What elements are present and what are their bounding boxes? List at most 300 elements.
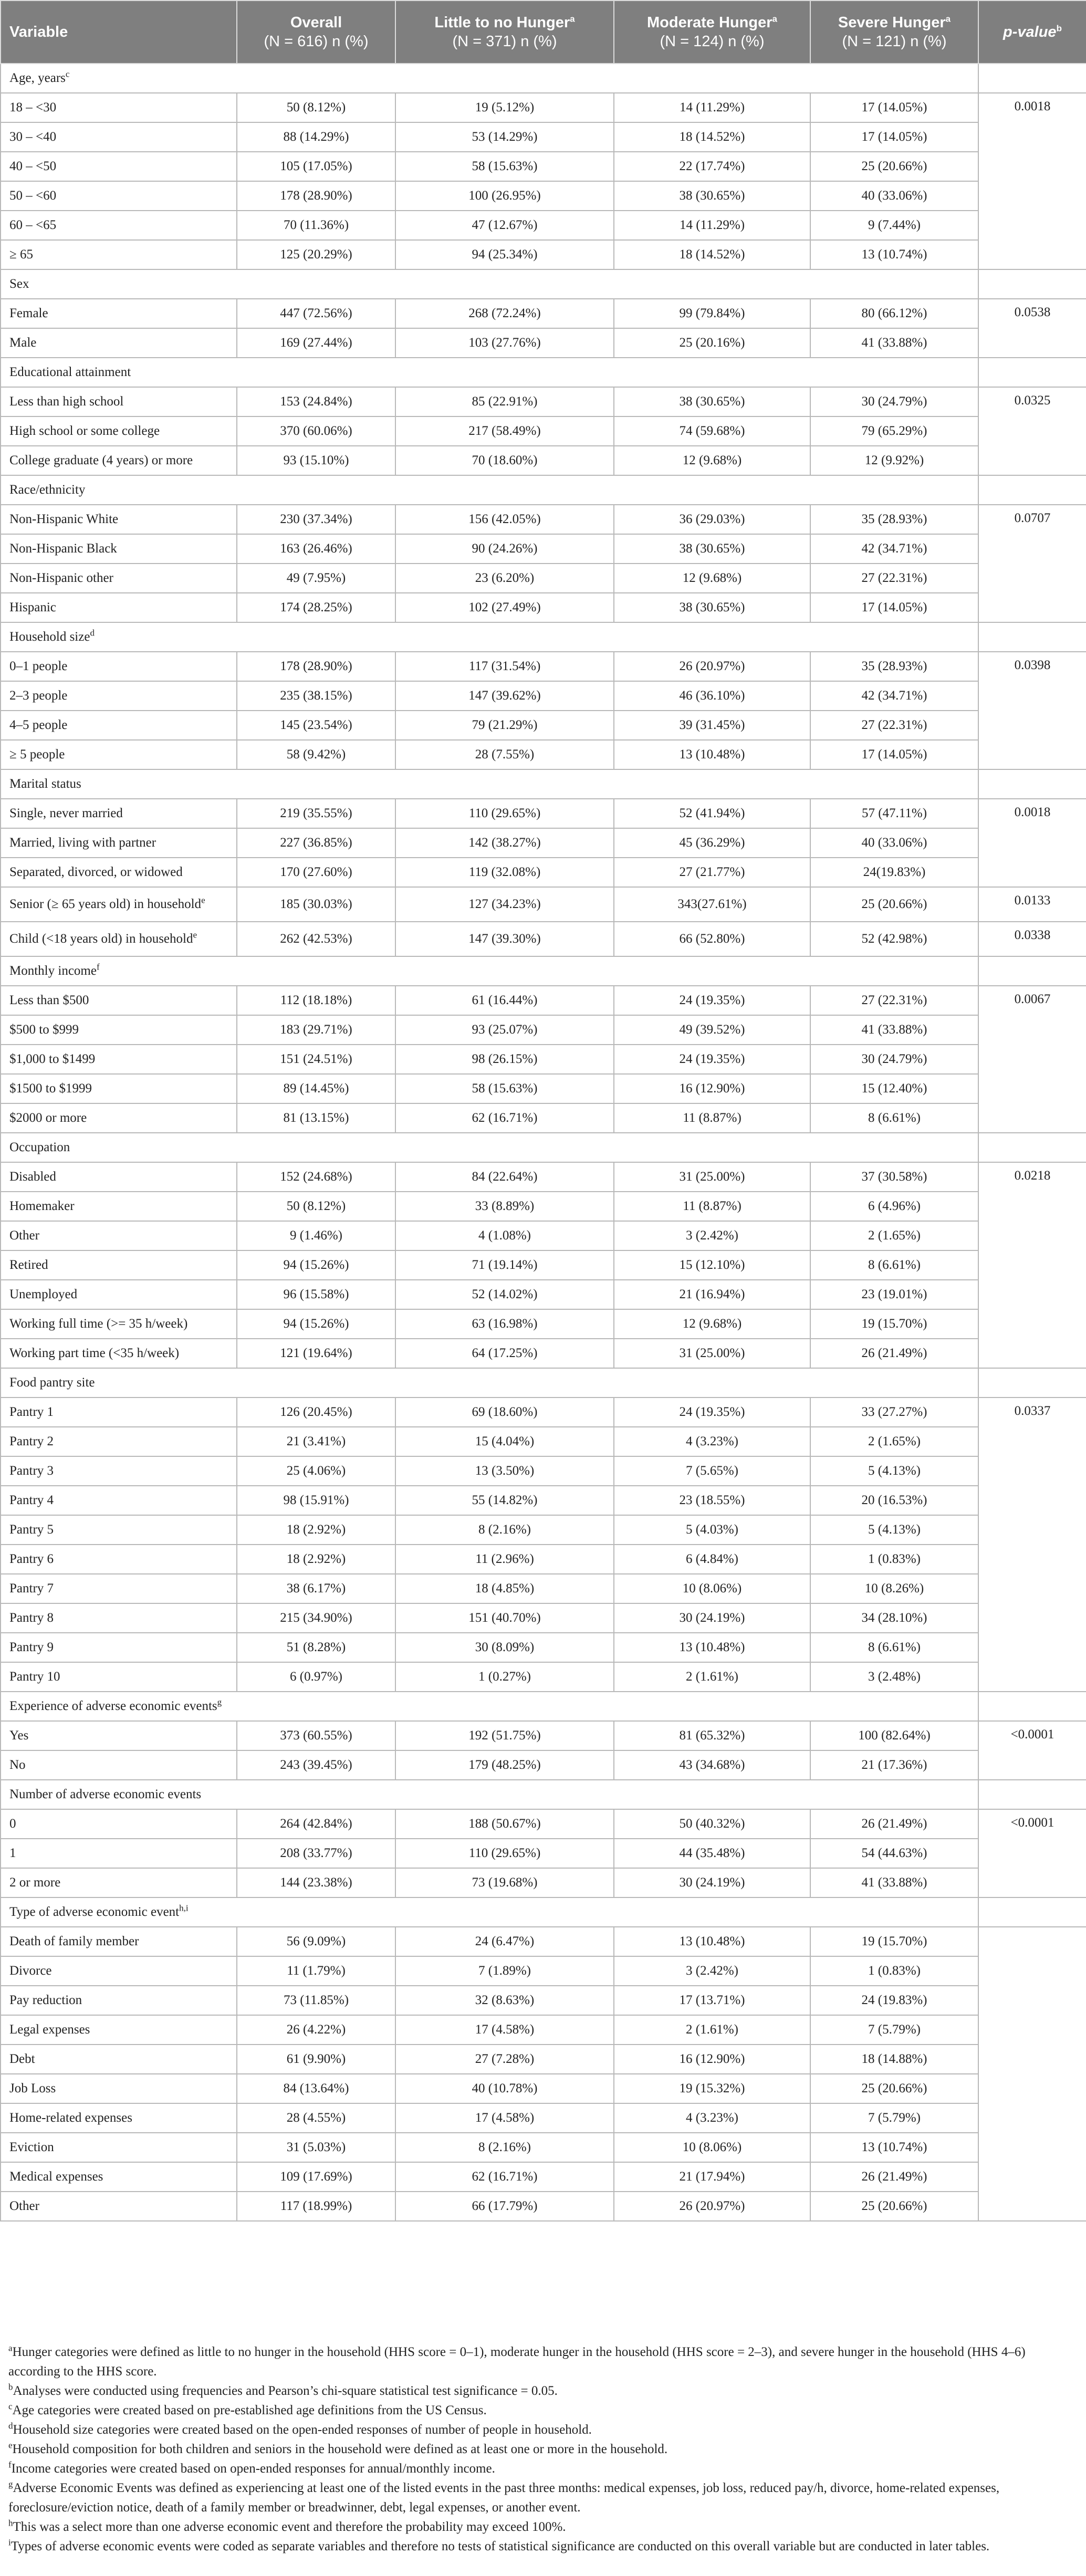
table-row	[1, 1986, 1086, 2015]
row-value: 79 (65.29%)	[810, 416, 978, 446]
footnote	[8, 2517, 1078, 2537]
category-label	[1, 64, 978, 93]
row-value: 18 (4.85%)	[395, 1574, 614, 1603]
row-value: 170 (27.60%)	[237, 858, 395, 887]
row-value: 80 (66.12%)	[810, 299, 978, 328]
row-value: 18 (14.88%)	[810, 2045, 978, 2074]
row-value: 174 (28.25%)	[237, 593, 395, 622]
row-value: 13 (3.50%)	[395, 1456, 614, 1486]
row-value: 12 (9.68%)	[614, 446, 810, 475]
row-value: 36 (29.03%)	[614, 505, 810, 534]
category-blank	[978, 358, 1086, 387]
row-value: 12 (9.92%)	[810, 446, 978, 475]
row-label: Pantry 5	[1, 1515, 237, 1545]
row-value: 7 (5.79%)	[810, 2015, 978, 2045]
row-value: 179 (48.25%)	[395, 1750, 614, 1780]
row-value: 17 (14.05%)	[810, 593, 978, 622]
row-value: 24 (19.35%)	[614, 1045, 810, 1074]
row-value: 50 (8.12%)	[237, 1192, 395, 1221]
category-label-text: Race/ethnicity	[9, 483, 86, 497]
p-value-cell: 0.0338	[978, 922, 1086, 956]
category-label-text: Household size	[9, 630, 90, 644]
row-value: 105 (17.05%)	[237, 152, 395, 181]
row-value: 192 (51.75%)	[395, 1721, 614, 1750]
table-row	[1, 564, 1086, 593]
category-blank	[978, 1692, 1086, 1721]
row-value: 19 (5.12%)	[395, 93, 614, 122]
row-value: 13 (10.48%)	[614, 740, 810, 769]
footnote-mark: d	[8, 2421, 13, 2431]
row-label: 2 or more	[1, 1868, 237, 1897]
row-value: 8 (6.61%)	[810, 1633, 978, 1662]
table-row	[1, 1250, 1086, 1280]
row-value: 61 (16.44%)	[395, 986, 614, 1015]
row-value: 16 (12.90%)	[614, 2045, 810, 2074]
table-row	[1, 799, 1086, 828]
table-row	[1, 1192, 1086, 1221]
row-value: 24(19.83%)	[810, 858, 978, 887]
row-value: 25 (20.66%)	[810, 2074, 978, 2103]
row-label: 40 – <50	[1, 152, 237, 181]
row-value: 28 (7.55%)	[395, 740, 614, 769]
table-row	[1, 387, 1086, 416]
category-label-text: Marital status	[9, 777, 81, 791]
category-label	[1, 622, 978, 652]
p-value-cell: 0.0018	[978, 799, 1086, 887]
row-value: 19 (15.70%)	[810, 1309, 978, 1339]
table-row	[1, 93, 1086, 122]
row-value: 74 (59.68%)	[614, 416, 810, 446]
row-value: 41 (33.88%)	[810, 328, 978, 358]
row-value: 37 (30.58%)	[810, 1162, 978, 1192]
table-row	[1, 1574, 1086, 1603]
row-value: 38 (6.17%)	[237, 1574, 395, 1603]
row-label: Other	[1, 1221, 237, 1250]
row-value: 66 (52.80%)	[614, 922, 810, 956]
table-row	[1, 1603, 1086, 1633]
header-p-value: p-value$^b$	[978, 1, 1086, 64]
row-value: 40 (33.06%)	[810, 181, 978, 211]
category-blank	[978, 64, 1086, 93]
table-row	[1, 1633, 1086, 1662]
row-value: 8 (2.16%)	[395, 2133, 614, 2162]
row-value: 243 (39.45%)	[237, 1750, 395, 1780]
row-value: 117 (31.54%)	[395, 652, 614, 681]
row-value: 28 (4.55%)	[237, 2103, 395, 2133]
row-value: 31 (25.00%)	[614, 1162, 810, 1192]
category-row	[1, 269, 1086, 299]
row-value: 27 (22.31%)	[810, 711, 978, 740]
row-value: 70 (11.36%)	[237, 211, 395, 240]
row-value: 18 (14.52%)	[614, 240, 810, 269]
row-value: 109 (17.69%)	[237, 2162, 395, 2192]
row-value: 22 (17.74%)	[614, 152, 810, 181]
row-value: 71 (19.14%)	[395, 1250, 614, 1280]
category-label-text: Number of adverse economic events	[9, 1787, 202, 1801]
category-row	[1, 1368, 1086, 1397]
table-row	[1, 1515, 1086, 1545]
row-value: 235 (38.15%)	[237, 681, 395, 711]
table-row	[1, 1956, 1086, 1986]
row-value: 52 (41.94%)	[614, 799, 810, 828]
row-label: 18 – <30	[1, 93, 237, 122]
row-label-text: Child (<18 years old) in household	[9, 932, 193, 946]
footnote-text: Age categories were created based on pre-established age definitions from the US Census.	[12, 2403, 487, 2417]
row-value: 16 (12.90%)	[614, 1074, 810, 1103]
row-value: 188 (50.67%)	[395, 1809, 614, 1839]
row-value: 26 (21.49%)	[810, 1809, 978, 1839]
row-value: 42 (34.71%)	[810, 534, 978, 564]
table-row	[1, 986, 1086, 1015]
table-row	[1, 2045, 1086, 2074]
footnote	[8, 2342, 1078, 2381]
row-value: 30 (8.09%)	[395, 1633, 614, 1662]
row-value: 61 (9.90%)	[237, 2045, 395, 2074]
category-label	[1, 1133, 978, 1162]
row-label: Medical expenses	[1, 2162, 237, 2192]
row-label: Divorce	[1, 1956, 237, 1986]
row-value: 38 (30.65%)	[614, 593, 810, 622]
row-value: 63 (16.98%)	[395, 1309, 614, 1339]
row-label: 30 – <40	[1, 122, 237, 152]
row-label: Retired	[1, 1250, 237, 1280]
row-value: 144 (23.38%)	[237, 1868, 395, 1897]
row-value: 26 (4.22%)	[237, 2015, 395, 2045]
row-value: 125 (20.29%)	[237, 240, 395, 269]
p-value-cell	[978, 1927, 1086, 2221]
row-label: Less than $500	[1, 986, 237, 1015]
category-label	[1, 1368, 978, 1397]
row-value: 208 (33.77%)	[237, 1839, 395, 1868]
category-blank	[978, 475, 1086, 505]
row-value: 17 (4.58%)	[395, 2103, 614, 2133]
row-label: 50 – <60	[1, 181, 237, 211]
table-row	[1, 534, 1086, 564]
row-value: 23 (19.01%)	[810, 1280, 978, 1309]
table-row	[1, 2103, 1086, 2133]
header-moderate-hunger: Moderate Hunger$^a$ (N = 124) n (%)	[614, 1, 810, 64]
category-blank	[978, 1133, 1086, 1162]
row-value: 27 (21.77%)	[614, 858, 810, 887]
footnote	[8, 2401, 1078, 2420]
row-value: 27 (7.28%)	[395, 2045, 614, 2074]
row-value: 9 (1.46%)	[237, 1221, 395, 1250]
row-label: Hispanic	[1, 593, 237, 622]
table-row	[1, 1427, 1086, 1456]
row-label: Non-Hispanic other	[1, 564, 237, 593]
row-label: Pantry 7	[1, 1574, 237, 1603]
footnote-mark: e	[201, 895, 205, 905]
row-label: Male	[1, 328, 237, 358]
row-value: 17 (14.05%)	[810, 93, 978, 122]
row-value: 178 (28.90%)	[237, 181, 395, 211]
row-value: 41 (33.88%)	[810, 1868, 978, 1897]
row-value: 84 (22.64%)	[395, 1162, 614, 1192]
p-value-cell: 0.0018	[978, 93, 1086, 269]
table-row	[1, 1868, 1086, 1897]
row-value: 81 (13.15%)	[237, 1103, 395, 1133]
row-label: High school or some college	[1, 416, 237, 446]
row-value: 24 (19.35%)	[614, 986, 810, 1015]
row-label: $1,000 to $1499	[1, 1045, 237, 1074]
footnotes	[8, 2342, 1078, 2556]
table-row	[1, 1927, 1086, 1956]
row-label: Yes	[1, 1721, 237, 1750]
row-value: 2 (1.65%)	[810, 1427, 978, 1456]
row-value: 1 (0.83%)	[810, 1545, 978, 1574]
row-value: 62 (16.71%)	[395, 2162, 614, 2192]
table-row	[1, 1309, 1086, 1339]
p-value-cell: 0.0538	[978, 299, 1086, 358]
row-value: 26 (21.49%)	[810, 2162, 978, 2192]
row-value: 102 (27.49%)	[395, 593, 614, 622]
footnote-mark: c	[8, 2401, 13, 2412]
row-value: 21 (17.36%)	[810, 1750, 978, 1780]
row-value: 25 (20.16%)	[614, 328, 810, 358]
category-label-text: Educational attainment	[9, 365, 131, 379]
footnote-text: Hunger categories were defined as little to no hunger in the household (HHS score = 0–1), moderate hunger in the household (HHS score = 2–3), and severe hunger in the household (HHS 4–6) according to the HHS score.	[8, 2345, 1026, 2379]
category-blank	[978, 1368, 1086, 1397]
row-value: 15 (12.40%)	[810, 1074, 978, 1103]
row-value: 27 (22.31%)	[810, 564, 978, 593]
row-value: 119 (32.08%)	[395, 858, 614, 887]
row-label-text: Senior (≥ 65 years old) in household	[9, 897, 202, 911]
row-value: 6 (4.96%)	[810, 1192, 978, 1221]
row-value: 21 (16.94%)	[614, 1280, 810, 1309]
row-label: Non-Hispanic Black	[1, 534, 237, 564]
row-value: 99 (79.84%)	[614, 299, 810, 328]
row-value: 45 (36.29%)	[614, 828, 810, 858]
row-value: 38 (30.65%)	[614, 534, 810, 564]
row-value: 64 (17.25%)	[395, 1339, 614, 1368]
row-value: 90 (24.26%)	[395, 534, 614, 564]
row-value: 27 (22.31%)	[810, 986, 978, 1015]
category-label-text: Type of adverse economic event	[9, 1905, 180, 1919]
table-row	[1, 828, 1086, 858]
p-value-cell: 0.0218	[978, 1162, 1086, 1368]
table-row	[1, 1280, 1086, 1309]
footnote-mark: h	[8, 2518, 13, 2528]
row-value: 153 (24.84%)	[237, 387, 395, 416]
category-blank	[978, 956, 1086, 986]
header-little-hunger: Little to no Hunger$^a$ (N = 371) n (%)	[395, 1, 614, 64]
table-row	[1, 740, 1086, 769]
row-value: 43 (34.68%)	[614, 1750, 810, 1780]
row-value: 126 (20.45%)	[237, 1397, 395, 1427]
table-row	[1, 1162, 1086, 1192]
footnote-text: Analyses were conducted using frequencies and Pearson’s chi-square statistical test significance = 0.05.	[13, 2384, 558, 2398]
row-value: 5 (4.13%)	[810, 1515, 978, 1545]
row-value: 52 (42.98%)	[810, 922, 978, 956]
row-value: 3 (2.48%)	[810, 1662, 978, 1692]
row-value: 24 (19.83%)	[810, 1986, 978, 2015]
row-value: 169 (27.44%)	[237, 328, 395, 358]
row-value: 6 (4.84%)	[614, 1545, 810, 1574]
footnote-mark: d	[90, 628, 95, 638]
table-row	[1, 1339, 1086, 1368]
row-value: 8 (6.61%)	[810, 1250, 978, 1280]
row-value: 121 (19.64%)	[237, 1339, 395, 1368]
row-value: 4 (3.23%)	[614, 1427, 810, 1456]
table-row	[1, 681, 1086, 711]
p-value-cell: 0.0133	[978, 887, 1086, 922]
table-row	[1, 211, 1086, 240]
row-label: Less than high school	[1, 387, 237, 416]
row-label: No	[1, 1750, 237, 1780]
row-label	[1, 922, 237, 956]
row-value: 219 (35.55%)	[237, 799, 395, 828]
category-label	[1, 1780, 978, 1809]
table-row	[1, 152, 1086, 181]
row-value: 35 (28.93%)	[810, 505, 978, 534]
row-value: 5 (4.13%)	[810, 1456, 978, 1486]
row-value: 142 (38.27%)	[395, 828, 614, 858]
row-value: 79 (21.29%)	[395, 711, 614, 740]
row-value: 57 (47.11%)	[810, 799, 978, 828]
row-value: 2 (1.61%)	[614, 2015, 810, 2045]
row-value: 89 (14.45%)	[237, 1074, 395, 1103]
row-value: 19 (15.70%)	[810, 1927, 978, 1956]
row-value: 10 (8.06%)	[614, 1574, 810, 1603]
category-row	[1, 1692, 1086, 1721]
row-value: 1 (0.27%)	[395, 1662, 614, 1692]
row-value: 112 (18.18%)	[237, 986, 395, 1015]
footnote-mark: g	[217, 1697, 222, 1707]
row-value: 53 (14.29%)	[395, 122, 614, 152]
category-row	[1, 1133, 1086, 1162]
row-label: Separated, divorced, or widowed	[1, 858, 237, 887]
row-value: 217 (58.49%)	[395, 416, 614, 446]
row-value: 215 (34.90%)	[237, 1603, 395, 1633]
row-label: Pay reduction	[1, 1986, 237, 2015]
row-value: 6 (0.97%)	[237, 1662, 395, 1692]
row-value: 23 (6.20%)	[395, 564, 614, 593]
row-value: 30 (24.19%)	[614, 1868, 810, 1897]
table-row	[1, 1721, 1086, 1750]
table-row	[1, 181, 1086, 211]
row-value: 84 (13.64%)	[237, 2074, 395, 2103]
row-label: Pantry 10	[1, 1662, 237, 1692]
row-value: 98 (26.15%)	[395, 1045, 614, 1074]
table-row	[1, 1045, 1086, 1074]
row-value: 44 (35.48%)	[614, 1839, 810, 1868]
row-value: 21 (17.94%)	[614, 2162, 810, 2192]
header-row	[1, 1, 1086, 64]
row-value: 30 (24.79%)	[810, 1045, 978, 1074]
row-label: 2–3 people	[1, 681, 237, 711]
row-value: 49 (7.95%)	[237, 564, 395, 593]
row-value: 49 (39.52%)	[614, 1015, 810, 1045]
category-row	[1, 1780, 1086, 1809]
row-label: Legal expenses	[1, 2015, 237, 2045]
category-label-text: Age, years	[9, 71, 66, 85]
table-row	[1, 2015, 1086, 2045]
footnote-text: Adverse Economic Events was defined as experiencing at least one of the listed events in the past three months: medical expenses, job loss, reduced pay/h, divorce, home-related expenses, foreclosure/eviction notice, death of a family member or breadwinner, debt, legal expenses, or another event.	[8, 2481, 1000, 2515]
row-value: 56 (9.09%)	[237, 1927, 395, 1956]
category-row	[1, 769, 1086, 799]
row-value: 20 (16.53%)	[810, 1486, 978, 1515]
table-row	[1, 1397, 1086, 1427]
footnote-mark: f	[8, 2459, 12, 2470]
row-value: 33 (27.27%)	[810, 1397, 978, 1427]
row-value: 13 (10.74%)	[810, 2133, 978, 2162]
category-label-text: Experience of adverse economic events	[9, 1699, 217, 1713]
row-value: 110 (29.65%)	[395, 799, 614, 828]
table-row	[1, 2074, 1086, 2103]
row-value: 185 (30.03%)	[237, 887, 395, 922]
row-value: 17 (14.05%)	[810, 740, 978, 769]
row-value: 94 (15.26%)	[237, 1250, 395, 1280]
row-value: 26 (20.97%)	[614, 2192, 810, 2221]
category-row	[1, 358, 1086, 387]
row-value: 51 (8.28%)	[237, 1633, 395, 1662]
footnote	[8, 2459, 1078, 2478]
row-value: 54 (44.63%)	[810, 1839, 978, 1868]
table-row	[1, 1103, 1086, 1133]
footnote-text: Types of adverse economic events were coded as separate variables and therefore no tests of statistical significance are conducted on this overall variable but are conducted in later tables.	[11, 2539, 990, 2553]
row-value: 145 (23.54%)	[237, 711, 395, 740]
category-blank	[978, 1897, 1086, 1927]
row-value: 40 (33.06%)	[810, 828, 978, 858]
row-value: 264 (42.84%)	[237, 1809, 395, 1839]
row-label: Pantry 9	[1, 1633, 237, 1662]
row-value: 25 (20.66%)	[810, 152, 978, 181]
row-value: 55 (14.82%)	[395, 1486, 614, 1515]
row-label: Pantry 8	[1, 1603, 237, 1633]
footnote-text: Household size categories were created based on the open-ended responses of number of people in household.	[13, 2423, 592, 2437]
row-value: 93 (15.10%)	[237, 446, 395, 475]
table-row	[1, 2133, 1086, 2162]
row-value: 25 (20.66%)	[810, 887, 978, 922]
table-row	[1, 2162, 1086, 2192]
row-value: 38 (30.65%)	[614, 387, 810, 416]
row-label: 4–5 people	[1, 711, 237, 740]
p-value-cell: 0.0398	[978, 652, 1086, 769]
row-value: 13 (10.74%)	[810, 240, 978, 269]
row-value: 5 (4.03%)	[614, 1515, 810, 1545]
table-row	[1, 922, 1086, 956]
row-label: 0	[1, 1809, 237, 1839]
row-value: 25 (4.06%)	[237, 1456, 395, 1486]
row-label: Debt	[1, 2045, 237, 2074]
row-value: 15 (12.10%)	[614, 1250, 810, 1280]
row-value: 34 (28.10%)	[810, 1603, 978, 1633]
row-value: 14 (11.29%)	[614, 211, 810, 240]
table-row	[1, 505, 1086, 534]
row-label: Unemployed	[1, 1280, 237, 1309]
category-label	[1, 269, 978, 299]
footnote-mark: b	[8, 2382, 13, 2392]
row-value: 50 (40.32%)	[614, 1809, 810, 1839]
row-label: Non-Hispanic White	[1, 505, 237, 534]
row-value: 17 (4.58%)	[395, 2015, 614, 2045]
category-label-text: Occupation	[9, 1140, 70, 1154]
row-value: 103 (27.76%)	[395, 328, 614, 358]
row-value: 4 (1.08%)	[395, 1221, 614, 1250]
row-value: 14 (11.29%)	[614, 93, 810, 122]
row-label	[1, 887, 237, 922]
row-value: 152 (24.68%)	[237, 1162, 395, 1192]
row-value: 147 (39.62%)	[395, 681, 614, 711]
footnote-text: This was a select more than one adverse economic event and therefore the probability may exceed 100%.	[13, 2520, 566, 2534]
p-value-cell: 0.0067	[978, 986, 1086, 1133]
row-label: 1	[1, 1839, 237, 1868]
table-row	[1, 328, 1086, 358]
row-value: 183 (29.71%)	[237, 1015, 395, 1045]
row-value: 58 (15.63%)	[395, 152, 614, 181]
row-value: 32 (8.63%)	[395, 1986, 614, 2015]
category-label-text: Sex	[9, 277, 29, 291]
